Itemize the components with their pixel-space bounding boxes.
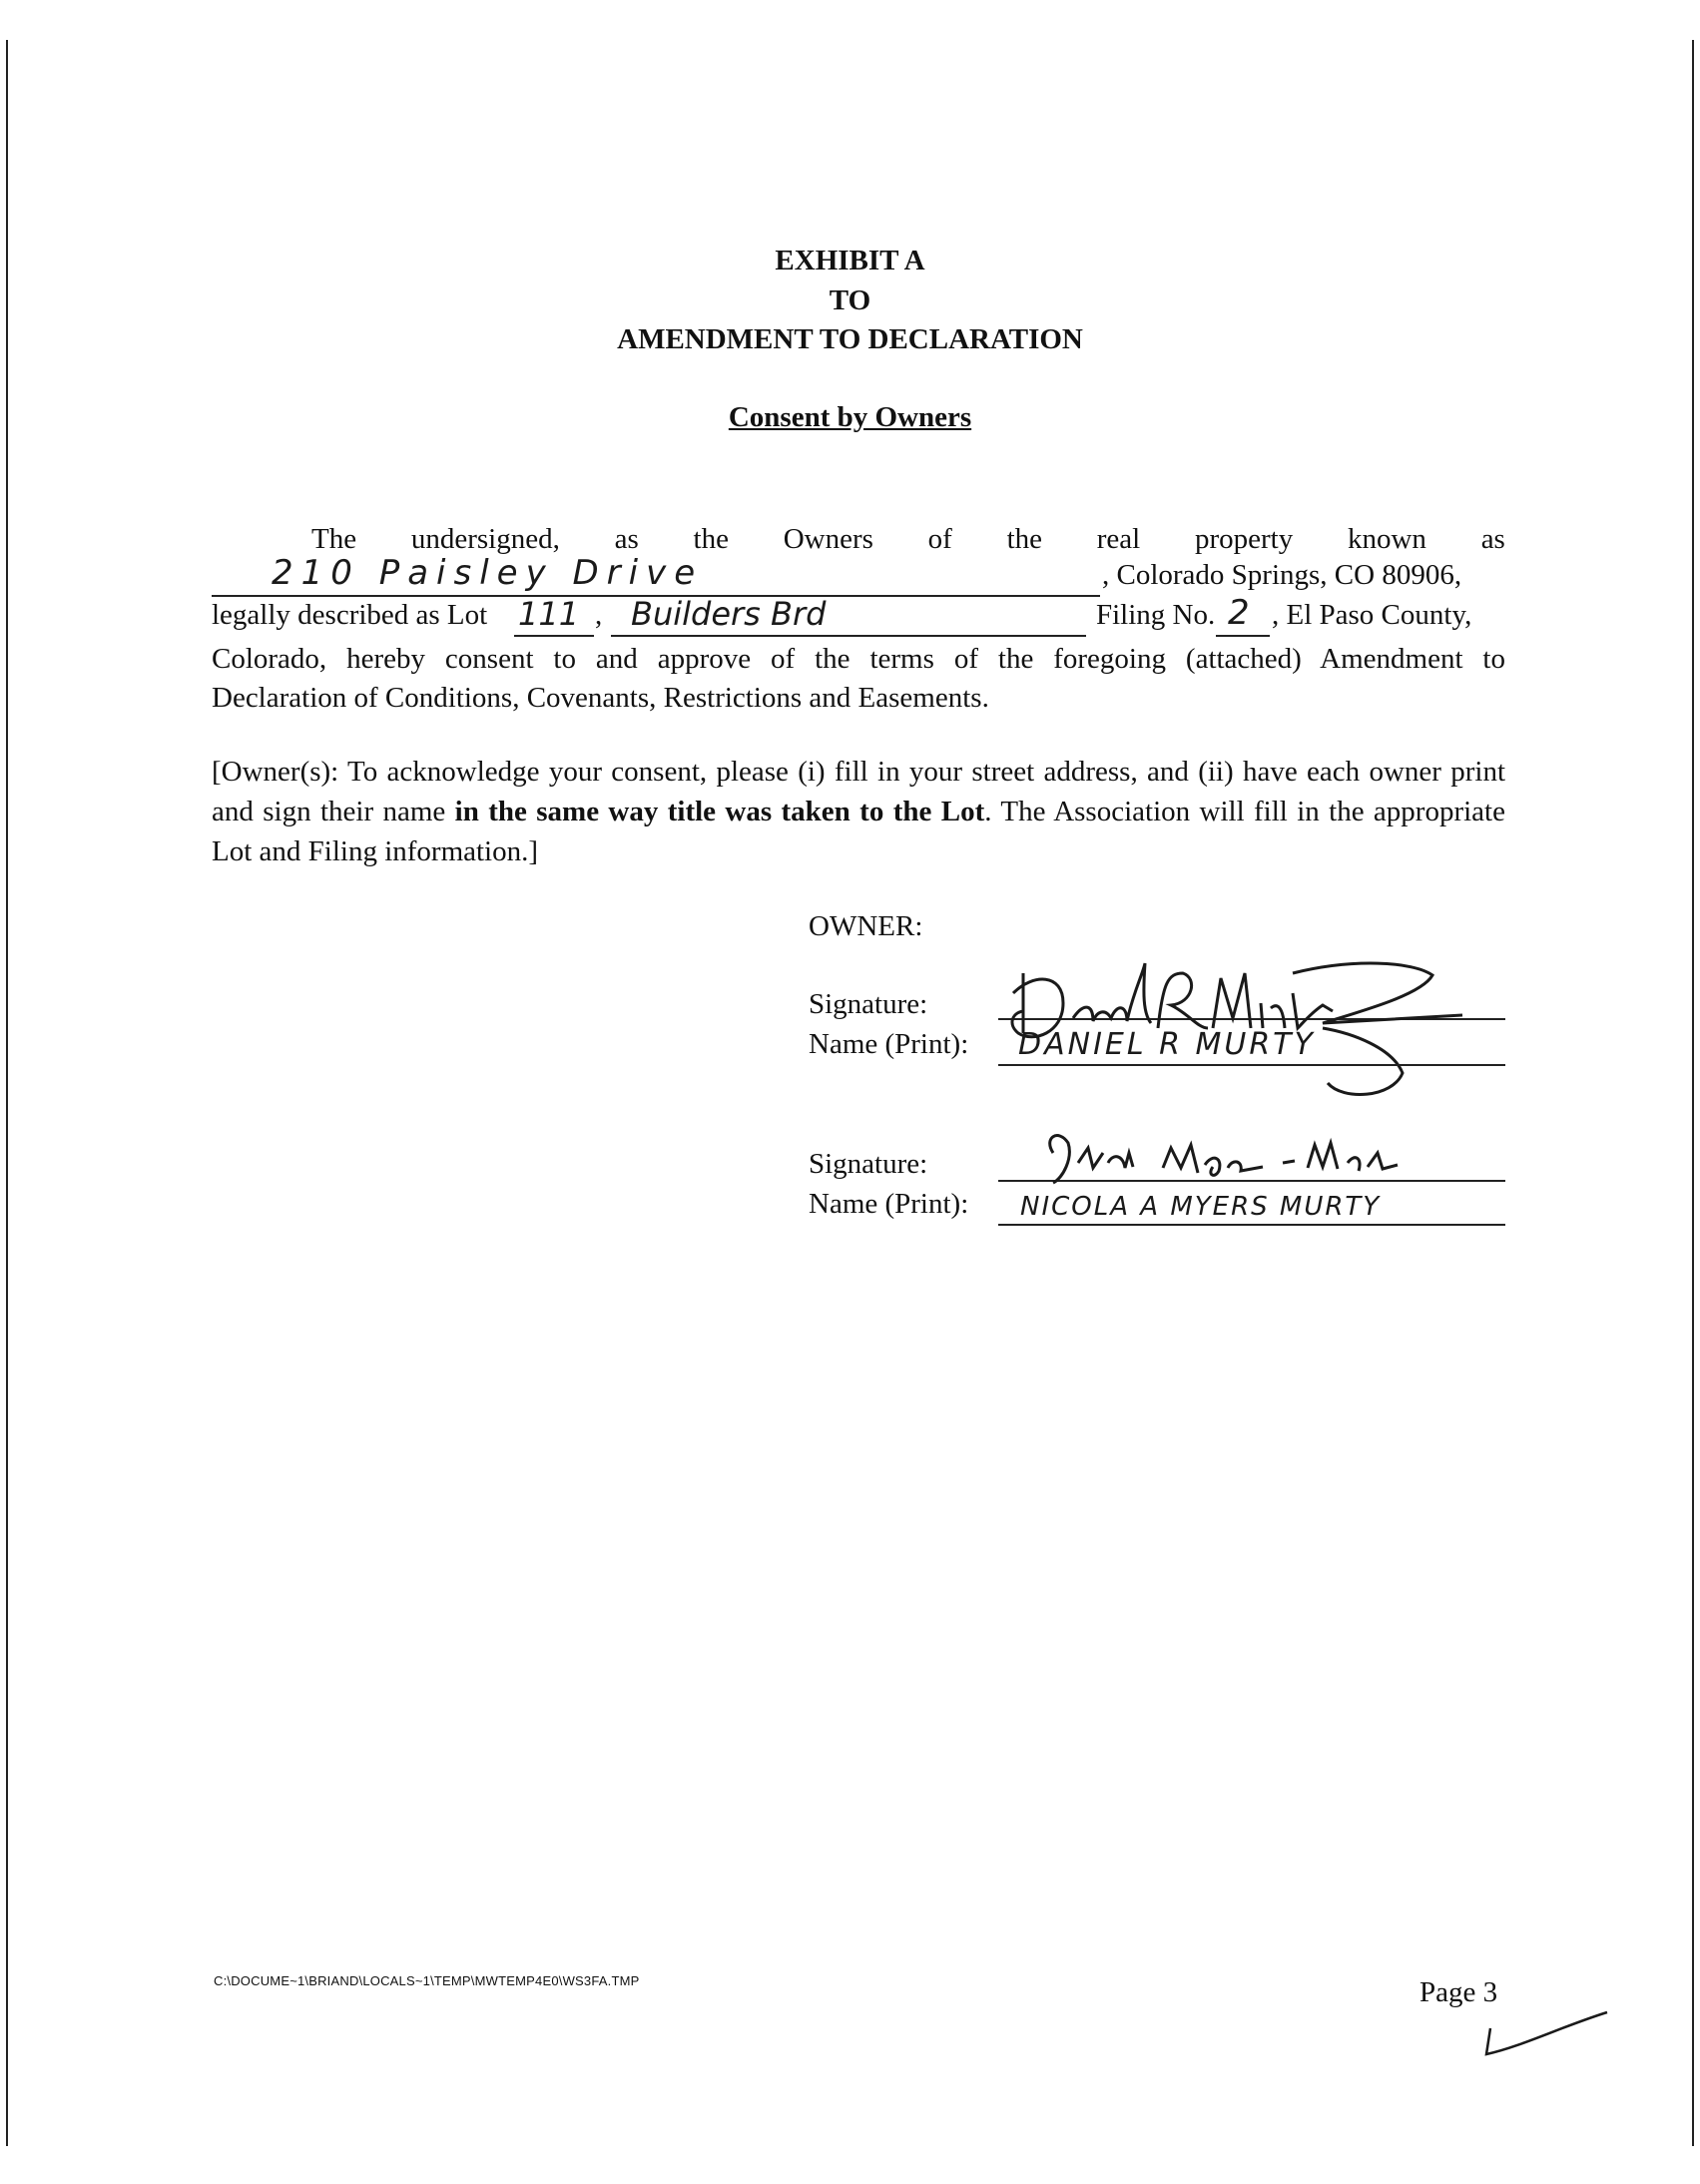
filing-blank [1216, 593, 1270, 637]
exhibit-title: EXHIBIT A [775, 245, 925, 276]
owner-label: OWNER: [809, 910, 923, 942]
consent-word: undersigned, [410, 523, 560, 555]
instructions-text: [Owner(s): To acknowledge your consent, please (i) fill in your street address, and (ii) have each owner print and sign their name [212, 756, 1505, 827]
instructions-text-end: . The Association will fill in the appropriate Lot and Filing information.] [212, 796, 1505, 867]
consent-subtitle: Consent by Owners [728, 401, 972, 433]
consent-word: real [1096, 523, 1141, 555]
signature-image-1 [993, 933, 1472, 1103]
instructions-bold: in the same way title was taken to the Lot [454, 796, 985, 827]
consent-word: known [1347, 523, 1426, 555]
signature-label-1: Signature: [809, 988, 928, 1020]
lot-value: 111 [518, 595, 580, 633]
consent-line-5: Declaration of Conditions, Covenants, Restrictions and Easements. [212, 682, 989, 714]
name-print-value-2: NICOLA A MYERS MURTY [1020, 1192, 1382, 1222]
file-path-footer: C:\DOCUME~1\BRIAND\LOCALS~1\TEMP\MWTEMP4E0\WS3FA.TMP [214, 1973, 640, 1988]
page-number: Page 3 [1419, 1976, 1498, 2008]
initial-mark [1482, 2006, 1612, 2066]
consent-word: the [1006, 523, 1043, 555]
lot-comma: , [595, 599, 603, 631]
city-state-zip: , Colorado Springs, CO 80906, [1102, 559, 1462, 591]
consent-word: property [1194, 523, 1294, 555]
consent-word: as [1480, 523, 1505, 555]
legal-description-prefix: legally described as Lot [212, 599, 488, 631]
exhibit-to: TO [829, 284, 871, 316]
name-print-blank-2 [998, 1188, 1505, 1226]
street-address-value: 210 Paisley Drive [272, 553, 704, 593]
name-print-label-1: Name (Print): [809, 1028, 969, 1060]
consent-line-4: Colorado, hereby consent to and approve of the terms of the foregoing (attached) Amendment to [212, 643, 1505, 675]
instructions-paragraph [212, 752, 1505, 871]
consent-word: The [311, 523, 357, 555]
subdivision-value: Builders Brd [631, 595, 827, 633]
filing-value: 2 [1228, 593, 1250, 633]
county: , El Paso County, [1272, 599, 1472, 631]
name-print-label-2: Name (Print): [809, 1188, 969, 1220]
exhibit-subject: AMENDMENT TO DECLARATION [617, 323, 1083, 355]
consent-word: Owners [783, 523, 873, 555]
name-print-value-1: DANIEL R MURTY [1018, 1027, 1316, 1062]
signature-label-2: Signature: [809, 1148, 928, 1180]
subdivision-blank [611, 595, 1086, 637]
name-print-blank-1 [998, 1028, 1505, 1066]
lot-blank [514, 595, 594, 637]
consent-word: the [693, 523, 729, 555]
consent-word: of [927, 523, 952, 555]
filing-label: Filing No. [1096, 599, 1216, 631]
street-address-blank [212, 553, 1100, 597]
consent-word: as [614, 523, 639, 555]
